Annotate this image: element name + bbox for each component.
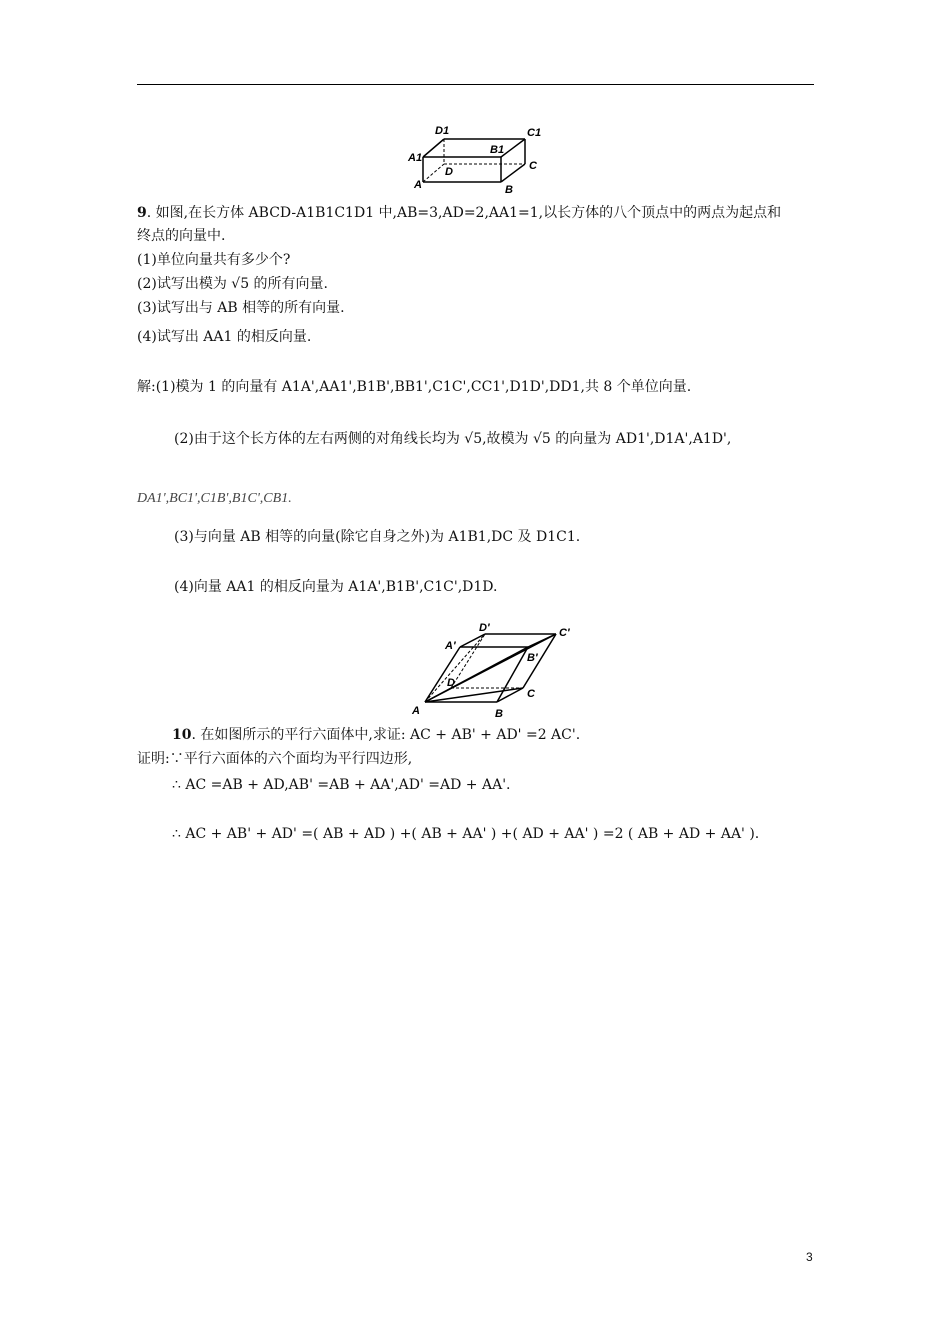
label-B1: B1 xyxy=(490,144,505,156)
q10-proof-line2: ∴ AC + AB' + AD' =( AB + AD ) +( AB + AA' ) +( AD + AA' ) =2 ( AB + AD + AA' ). xyxy=(172,826,760,842)
q9-stem-line1 xyxy=(137,203,781,223)
label-D: D xyxy=(445,166,453,178)
label-B-prime: B′ xyxy=(527,652,538,664)
q9-part4: (4)试写出 AA1 的相反向量. xyxy=(137,329,312,345)
q9-stem-line2: 终点的向量中. xyxy=(137,228,226,244)
q9-part2: (2)试写出模为 √5 的所有向量. xyxy=(137,276,329,292)
label-A1: A1 xyxy=(408,152,423,164)
label-D-prime: D′ xyxy=(479,622,490,634)
q9-stem-text: . 如图,在长方体 ABCD-A1B1C1D1 中,AB=3,AD=2,AA1=1,以长方体的八个顶点中的两点为起点和 xyxy=(146,205,782,221)
q9-number: 9 xyxy=(137,205,147,221)
label-A-prime: A′ xyxy=(445,640,456,652)
label-C1: C1 xyxy=(527,127,542,139)
header-rule xyxy=(137,84,814,85)
label-D: D xyxy=(447,677,455,689)
label-C: C xyxy=(527,688,535,700)
q10-stem xyxy=(172,725,580,745)
label-D1: D1 xyxy=(435,125,450,137)
q9-part3: (3)试写出与 AB 相等的所有向量. xyxy=(137,300,345,316)
label-A: A xyxy=(412,705,420,717)
parallelepiped-figure xyxy=(405,620,585,722)
label-A: A xyxy=(414,179,422,191)
label-C: C xyxy=(529,160,537,172)
label-B: B xyxy=(495,708,503,720)
sol9-line1: 解:(1)模为 1 的向量有 A1A',AA1',B1B',BB1',C1C',CC1',D1D',DD1,共 8 个单位向量. xyxy=(137,379,692,395)
q10-stem-text: . 在如图所示的平行六面体中,求证: AC + AB' + AD' =2 AC'. xyxy=(191,727,581,743)
box-figure xyxy=(405,122,555,194)
sol9-line4: (3)与向量 AB 相等的向量(除它自身之外)为 A1B1,DC 及 D1C1. xyxy=(174,529,581,545)
sol9-line5: (4)向量 AA1 的相反向量为 A1A',B1B',C1C',D1D. xyxy=(174,579,498,595)
sol9-line3: DA1',BC1',C1B',B1C',CB1. xyxy=(137,491,292,506)
q9-part1: (1)单位向量共有多少个? xyxy=(137,252,291,268)
q10-number: 10 xyxy=(172,727,192,743)
q10-proof-line1: ∴ AC =AB + AD,AB' =AB + AA',AD' =AD + AA'. xyxy=(172,777,511,793)
label-B: B xyxy=(505,184,513,194)
label-C-prime: C′ xyxy=(559,627,570,639)
q10-proof-label: 证明:∵平行六面体的六个面均为平行四边形, xyxy=(137,751,413,767)
page-number: 3 xyxy=(806,1250,813,1264)
sol9-line2: (2)由于这个长方体的左右两侧的对角线长均为 √5,故模为 √5 的向量为 AD1',D1A',A1D', xyxy=(174,431,732,447)
